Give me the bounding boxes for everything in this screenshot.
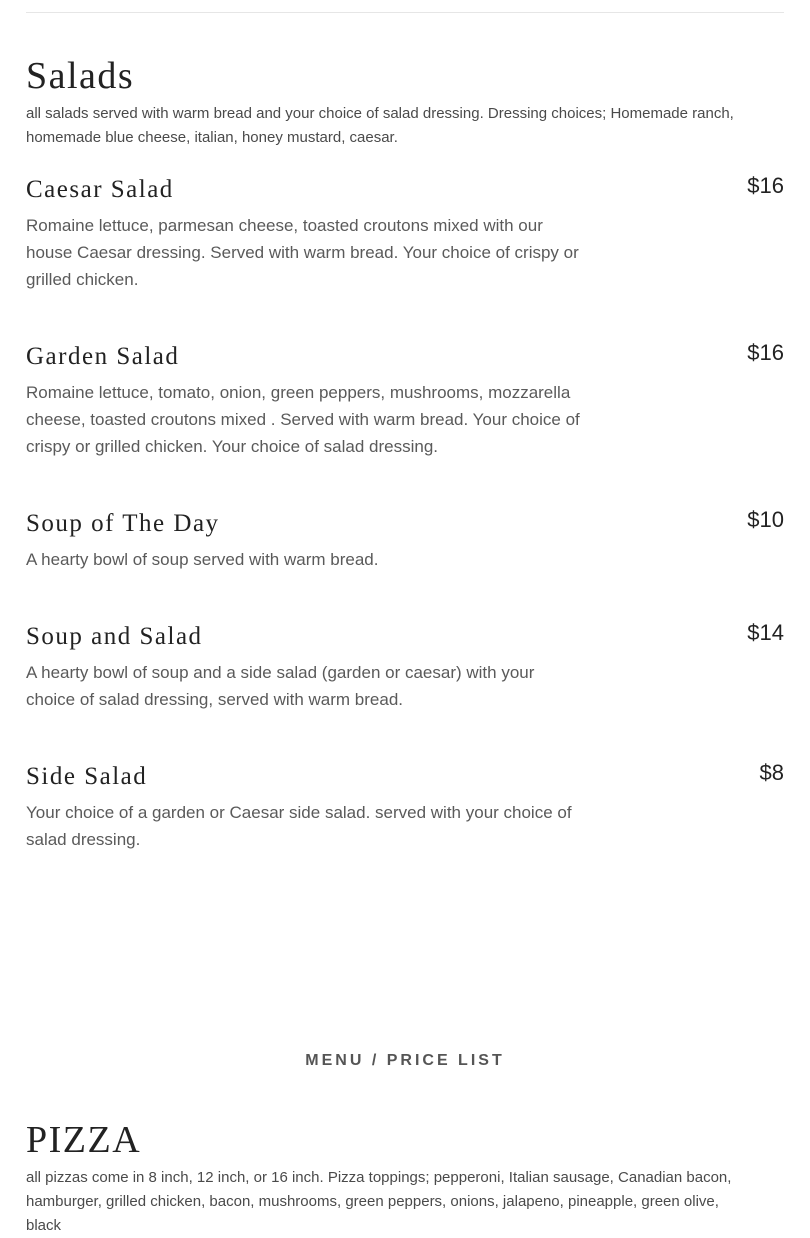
- item-price: $14: [747, 620, 784, 645]
- item-price: $16: [747, 340, 784, 365]
- menu-price-list-label: MENU / PRICE LIST: [305, 1052, 505, 1069]
- item-name: Soup of The Day: [26, 510, 220, 537]
- pizza-title: PIZZA: [26, 1119, 142, 1161]
- item-name: Caesar Salad: [26, 176, 174, 203]
- menu-item-soup-of-the-day: [26, 508, 784, 573]
- salads-title: Salads: [26, 55, 135, 97]
- menu-item-garden-salad: [26, 341, 784, 460]
- pizza-description: all pizzas come in 8 inch, 12 inch, or 16 inch. Pizza toppings; pepperoni, Italian sausage, Canadian bacon, hamburger, grilled chicken, bacon, mushrooms, green peppers, onions, jalapeno, pineapple, green olive, black: [26, 1169, 732, 1234]
- item-name: Garden Salad: [26, 343, 180, 370]
- salads-section-header: [26, 54, 784, 150]
- item-name: Soup and Salad: [26, 623, 203, 650]
- item-description: Romaine lettuce, tomato, onion, green peppers, mushrooms, mozzarella cheese, toasted croutons mixed . Served with warm bread. Your choice of crispy or grilled chicken. Your choice of salad dressing.: [26, 383, 580, 456]
- menu-item-soup-and-salad: [26, 621, 784, 713]
- item-name: Side Salad: [26, 763, 148, 790]
- top-divider: [26, 12, 784, 13]
- pizza-section-header: [26, 1118, 784, 1238]
- item-description: A hearty bowl of soup served with warm bread.: [26, 550, 379, 569]
- item-description: Your choice of a garden or Caesar side salad. served with your choice of salad dressing.: [26, 803, 572, 849]
- menu-item-side-salad: [26, 761, 784, 853]
- item-description: Romaine lettuce, parmesan cheese, toasted croutons mixed with our house Caesar dressing. Served with warm bread. Your choice of crispy or grilled chicken.: [26, 216, 579, 289]
- menu-item-caesar-salad: [26, 174, 784, 293]
- item-price: $16: [747, 173, 784, 198]
- item-price: $10: [747, 507, 784, 532]
- item-description: A hearty bowl of soup and a side salad (garden or caesar) with your choice of salad dressing, served with warm bread.: [26, 663, 535, 709]
- salads-description: all salads served with warm bread and your choice of salad dressing. Dressing choices; Homemade ranch, homemade blue cheese, italian, honey mustard, caesar.: [26, 105, 734, 146]
- item-price: $8: [759, 760, 784, 785]
